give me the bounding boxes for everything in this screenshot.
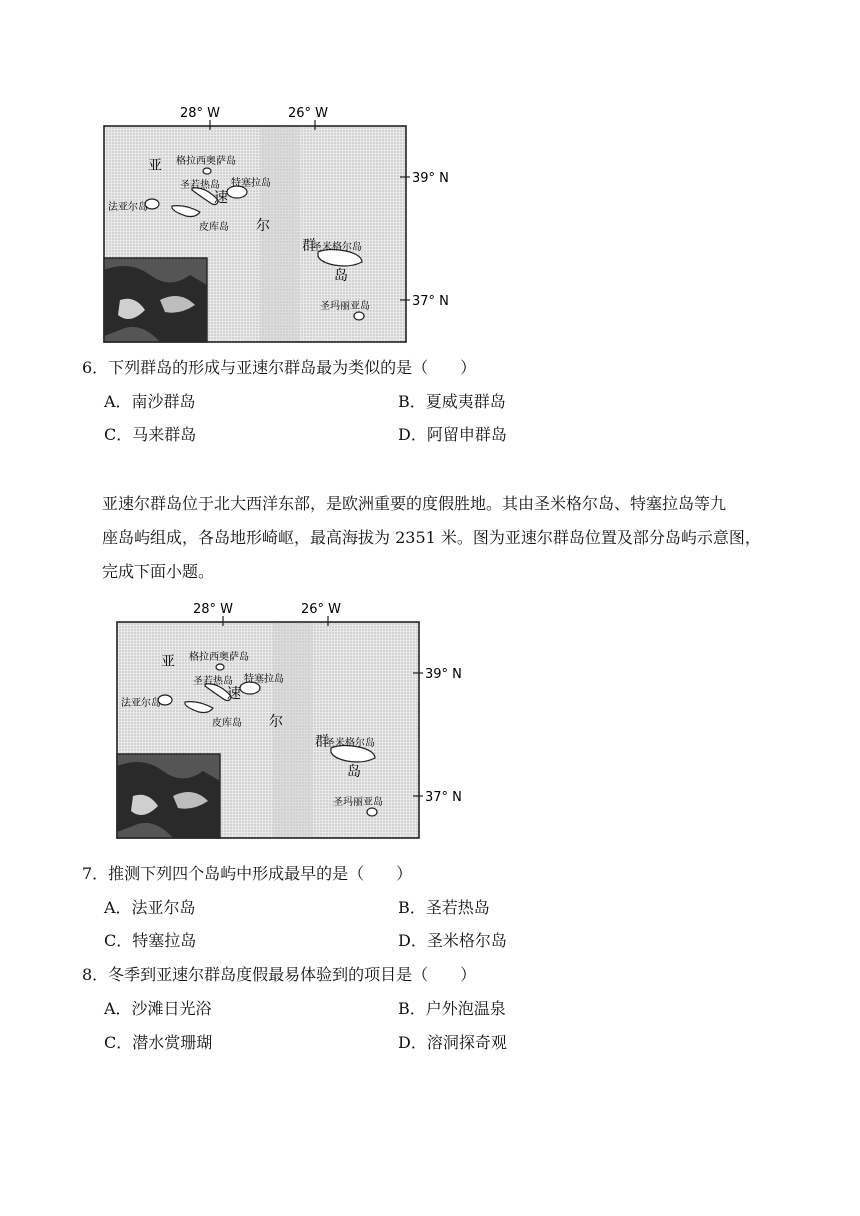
archipelago-char-1: 亚: [161, 654, 175, 670]
lon-label-28w: 28° W: [193, 602, 234, 617]
island-label-terceira: 特塞拉岛: [231, 178, 271, 189]
archipelago-char-1: 亚: [148, 158, 162, 174]
question-8-option-a[interactable]: A．沙滩日光浴: [104, 999, 212, 1018]
question-7-option-c[interactable]: C．特塞拉岛: [104, 931, 197, 950]
passage-line-2: 座岛屿组成，各岛地形崎岖，最高海拔为 2351 米。图为亚速尔群岛位置及部分岛屿示意图，: [102, 528, 761, 547]
island-label-sao-jorge: 圣若热岛: [193, 676, 233, 687]
archipelago-char-5: 岛: [334, 268, 348, 284]
passage-line-1: 亚速尔群岛位于北大西洋东部，是欧洲重要的度假胜地。其由圣米格尔岛、特塞拉岛等九: [102, 494, 727, 513]
question-7-option-b[interactable]: B．圣若热岛: [398, 898, 490, 917]
archipelago-char-4: 群: [315, 734, 329, 750]
azores-map-2: [113, 596, 483, 844]
archipelago-char-3: 尔: [256, 218, 270, 234]
question-8-option-c[interactable]: C．潜水赏珊瑚: [104, 1033, 213, 1052]
lat-label-37n: 37° N: [425, 790, 462, 805]
archipelago-char-2: 速: [227, 686, 241, 702]
lat-label-37n: 37° N: [412, 294, 449, 309]
lat-label-39n: 39° N: [425, 667, 462, 682]
island-label-graciosa: 格拉西奥萨岛: [176, 156, 236, 167]
question-6-stem: 6．下列群岛的形成与亚速尔群岛最为类似的是（ ）: [82, 358, 477, 377]
passage: [102, 487, 792, 589]
island-label-santa-maria: 圣玛丽亚岛: [320, 301, 370, 312]
island-label-sao-jorge: 圣若热岛: [180, 180, 220, 191]
question-6-option-a[interactable]: A．南沙群岛: [104, 392, 196, 411]
island-label-terceira: 特塞拉岛: [244, 674, 284, 685]
island-label-faial: 法亚尔岛: [121, 698, 161, 709]
island-label-graciosa: 格拉西奥萨岛: [189, 652, 249, 663]
question-8-stem: 8．冬季到亚速尔群岛度假最易体验到的项目是（ ）: [82, 965, 477, 984]
archipelago-char-2: 速: [214, 190, 228, 206]
question-6-option-d[interactable]: D．阿留申群岛: [398, 425, 507, 444]
lat-label-39n: 39° N: [412, 171, 449, 186]
lon-label-26w: 26° W: [288, 106, 329, 121]
island-label-faial: 法亚尔岛: [108, 202, 148, 213]
question-8-option-b[interactable]: B．户外泡温泉: [398, 999, 506, 1018]
lon-label-26w: 26° W: [301, 602, 342, 617]
archipelago-char-3: 尔: [269, 714, 283, 730]
question-7-option-d[interactable]: D．圣米格尔岛: [398, 931, 507, 950]
question-7-stem: 7．推测下列四个岛屿中形成最早的是（ ）: [82, 864, 413, 883]
archipelago-char-5: 岛: [347, 764, 361, 780]
archipelago-char-4: 群: [302, 238, 316, 254]
island-label-pico: 皮库岛: [212, 718, 242, 729]
question-7-option-a[interactable]: A．法亚尔岛: [104, 898, 196, 917]
island-label-sao-miguel: 圣米格尔岛: [312, 242, 362, 253]
island-label-santa-maria: 圣玛丽亚岛: [333, 797, 383, 808]
azores-map-1: [100, 100, 470, 348]
island-label-sao-miguel: 圣米格尔岛: [325, 738, 375, 749]
lon-label-28w: 28° W: [180, 106, 221, 121]
island-label-pico: 皮库岛: [199, 222, 229, 233]
question-6-option-b[interactable]: B．夏威夷群岛: [398, 392, 506, 411]
question-6-option-c[interactable]: C．马来群岛: [104, 425, 197, 444]
question-8-option-d[interactable]: D．溶洞探奇观: [398, 1033, 507, 1052]
passage-line-3: 完成下面小题。: [102, 562, 215, 581]
